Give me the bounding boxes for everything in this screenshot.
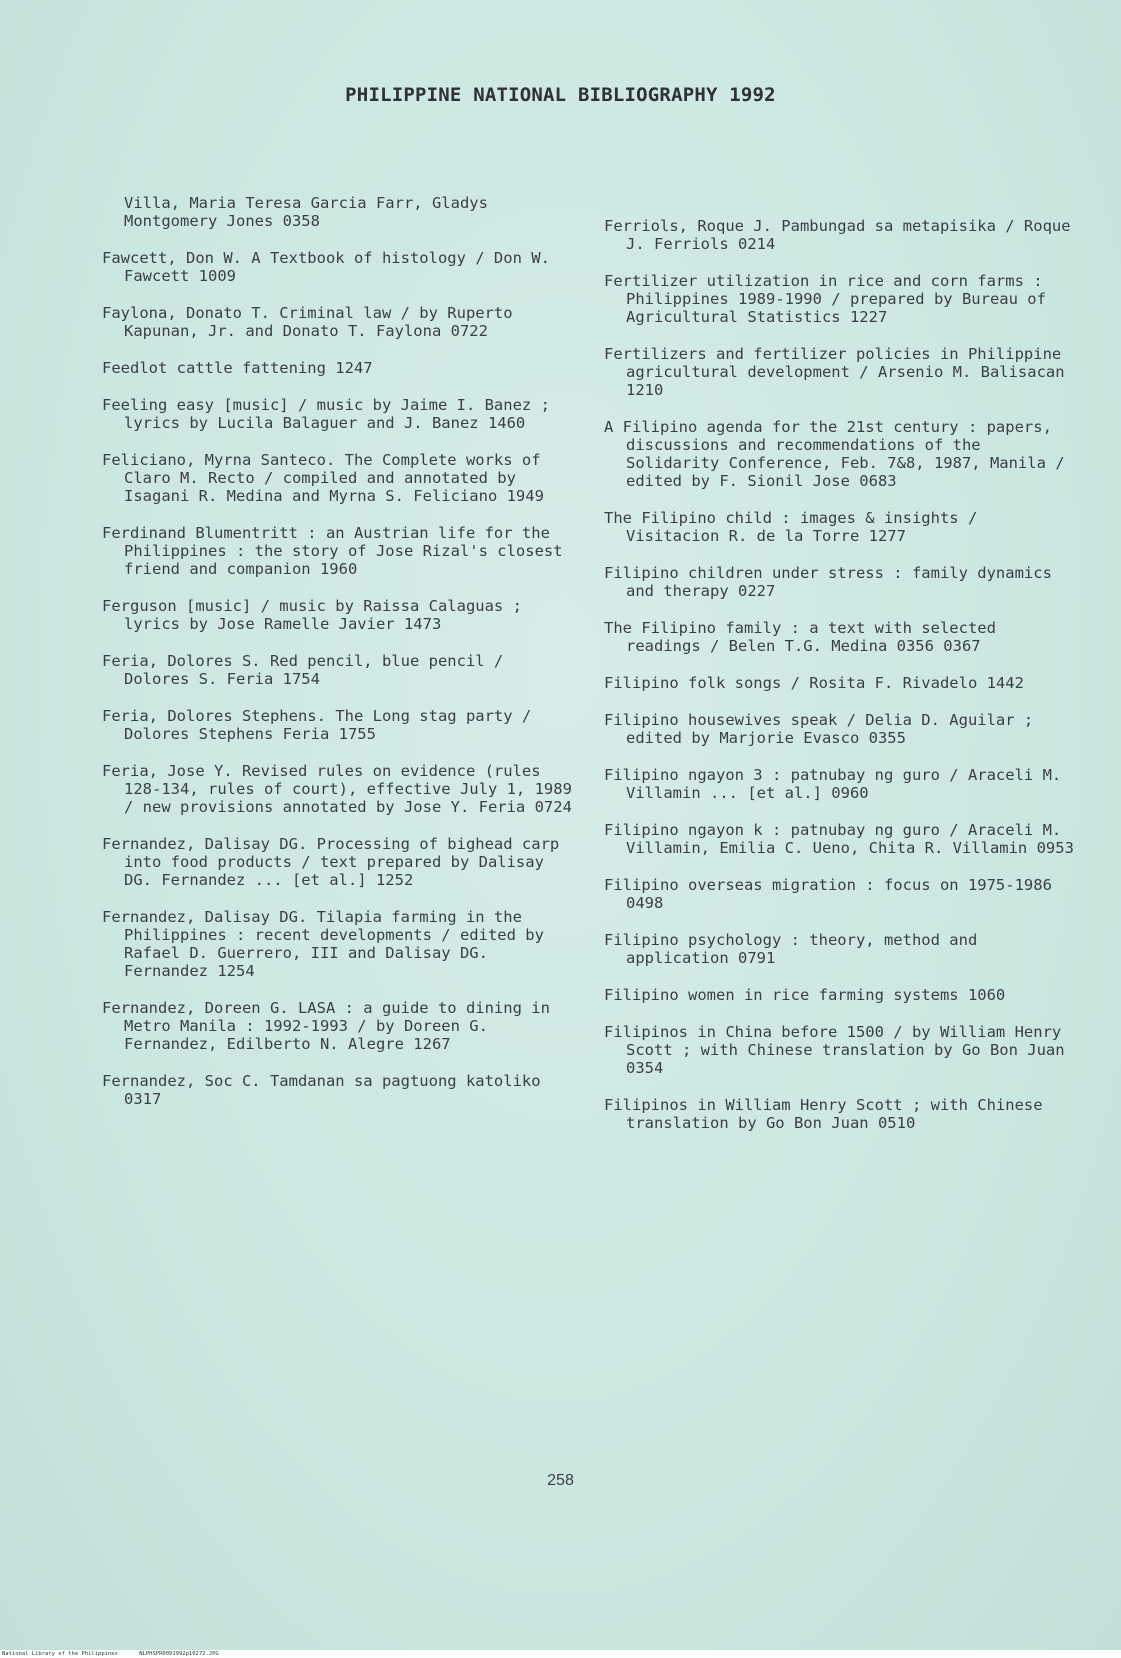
bibliography-entry: Feria, Jose Y. Revised rules on evidence (rules 128-134, rules of court), effective July 1, 1989 / new provisions annotated by Jose Y. Feria 0724 <box>102 762 572 816</box>
bibliography-entry: Fernandez, Dalisay DG. Processing of bighead carp into food products / text prepared by Dalisay DG. Fernandez ... [et al.] 1252 <box>102 835 560 889</box>
bibliography-entry: Filipino housewives speak / Delia D. Aguilar ; edited by Marjorie Evasco 0355 <box>604 711 1034 747</box>
bibliography-entry: Filipino children under stress : family dynamics and therapy 0227 <box>604 564 1052 600</box>
bibliography-entry: A Filipino agenda for the 21st century : papers, discussions and recommendations of the Solidarity Conference, Feb. 7&8, 1987, Manila / edited by F. Sionil Jose 0683 <box>604 418 1065 490</box>
bibliography-entry: Filipino folk songs / Rosita F. Rivadelo 1442 <box>604 674 1024 692</box>
bibliography-entry: Fertilizers and fertilizer policies in Philippine agricultural development / Arsenio M. Balisacan 1210 <box>604 345 1065 399</box>
bibliography-entry: Fawcett, Don W. A Textbook of histology / Don W. Fawcett 1009 <box>102 249 550 285</box>
bibliography-entry: Feria, Dolores S. Red pencil, blue pencil / Dolores S. Feria 1754 <box>102 652 504 688</box>
bibliography-entry: Feedlot cattle fattening 1247 <box>102 359 373 377</box>
footer-source: National Library of the Philippines <box>2 1651 118 1657</box>
bibliography-entry: Feria, Dolores Stephens. The Long stag party / Dolores Stephens Feria 1755 <box>102 707 532 743</box>
bibliography-entry: Fernandez, Dalisay DG. Tilapia farming in the Philippines : recent developments / edited by Rafael D. Guerrero, III and Dalisay DG. Fernandez 1254 <box>102 908 544 980</box>
page-number: 258 <box>547 1472 574 1489</box>
left-column <box>102 194 572 1127</box>
bibliography-entry: Filipinos in William Henry Scott ; with Chinese translation by Go Bon Juan 0510 <box>604 1096 1043 1132</box>
bibliography-entry: Ferguson [music] / music by Raissa Calaguas ; lyrics by Jose Ramelle Javier 1473 <box>102 597 522 633</box>
bibliography-entry: Filipino ngayon k : patnubay ng guro / Araceli M. Villamin, Emilia C. Ueno, Chita R. Villamin 0953 <box>604 821 1074 857</box>
bibliography-entry: Filipino overseas migration : focus on 1975-1986 0498 <box>604 876 1052 912</box>
right-column <box>604 217 1074 1151</box>
bibliography-entry: Feliciano, Myrna Santeco. The Complete works of Claro M. Recto / compiled and annotated by Isagani R. Medina and Myrna S. Feliciano 1949 <box>102 451 544 505</box>
footer-file: NLPHSPR0091992p10272.JPG <box>139 1651 219 1657</box>
scan-footer <box>0 1650 1121 1658</box>
bibliography-entry: Villa, Maria Teresa Garcia Farr, Gladys Montgomery Jones 0358 <box>124 194 488 230</box>
bibliography-entry: Fertilizer utilization in rice and corn farms : Philippines 1989-1990 / prepared by Bureau of Agricultural Statistics 1227 <box>604 272 1046 326</box>
bibliography-entry: Feeling easy [music] / music by Jaime I. Banez ; lyrics by Lucila Balaguer and J. Banez 1460 <box>102 396 550 432</box>
bibliography-entry: Filipinos in China before 1500 / by William Henry Scott ; with Chinese translation by Go Bon Juan 0354 <box>604 1023 1065 1077</box>
bibliography-entry: Filipino psychology : theory, method and application 0791 <box>604 931 978 967</box>
bibliography-entry: Ferdinand Blumentritt : an Austrian life for the Philippines : the story of Jose Rizal's closest friend and companion 1960 <box>102 524 563 578</box>
bibliography-entry: Filipino women in rice farming systems 1060 <box>604 986 1006 1004</box>
page-title: PHILIPPINE NATIONAL BIBLIOGRAPHY 1992 <box>345 84 776 106</box>
bibliography-entry: Ferriols, Roque J. Pambungad sa metapisika / Roque J. Ferriols 0214 <box>604 217 1071 253</box>
bibliography-entry: Fernandez, Soc C. Tamdanan sa pagtuong katoliko 0317 <box>102 1072 541 1108</box>
bibliography-entry: The Filipino child : images & insights / Visitacion R. de la Torre 1277 <box>604 509 978 545</box>
bibliography-entry: Faylona, Donato T. Criminal law / by Ruperto Kapunan, Jr. and Donato T. Faylona 0722 <box>102 304 513 340</box>
bibliography-entry: Fernandez, Doreen G. LASA : a guide to dining in Metro Manila : 1992-1993 / by Doreen G. Fernandez, Edilberto N. Alegre 1267 <box>102 999 550 1053</box>
bibliography-entry: Filipino ngayon 3 : patnubay ng guro / Araceli M. Villamin ... [et al.] 0960 <box>604 766 1062 802</box>
bibliography-entry: The Filipino family : a text with selected readings / Belen T.G. Medina 0356 0367 <box>604 619 996 655</box>
